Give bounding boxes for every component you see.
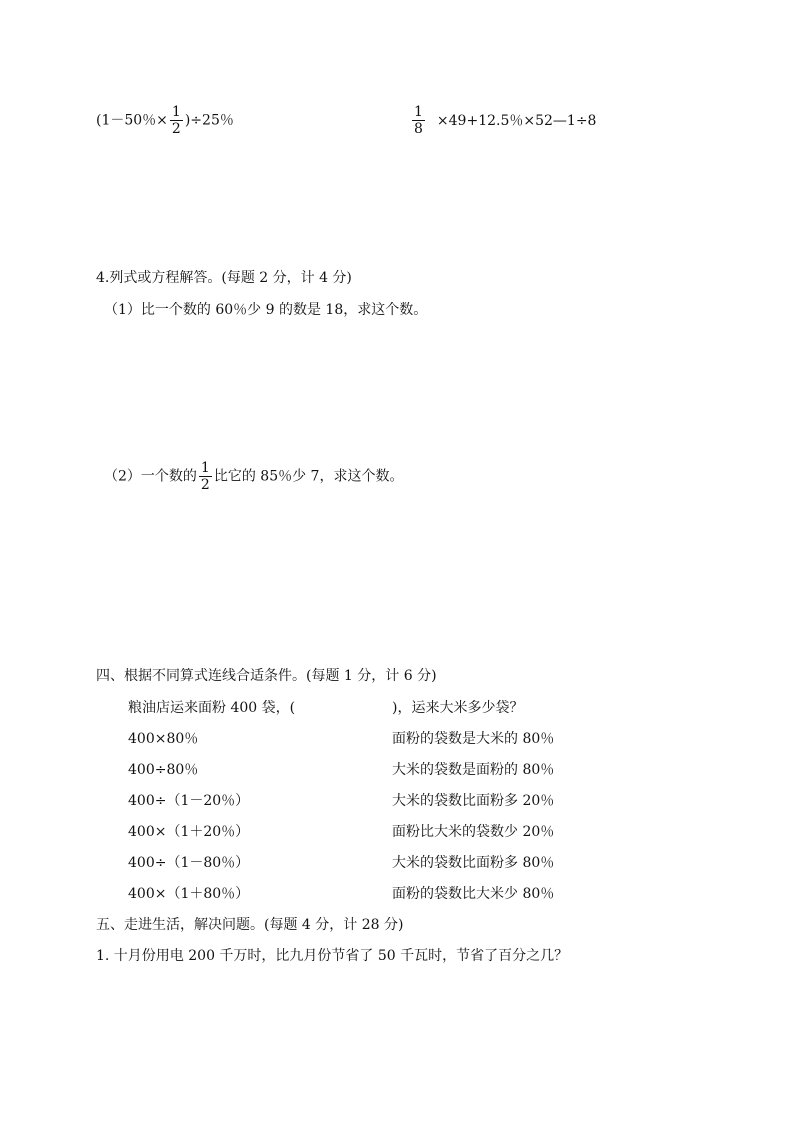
question-2-part-b: 比它的 85％少 7，求这个数。: [213, 468, 404, 485]
expression-1-part-a: (1－50％×: [96, 112, 168, 129]
section-v-heading: 五、走进生活，解决问题。(每题 4 分，计 28 分): [96, 917, 404, 933]
fraction-one-half: $\frac{1}{2}$: [171, 104, 181, 137]
expression-1: [96, 104, 234, 137]
expression-2: [410, 104, 596, 137]
matching-prompt-start: 粮油店运来面粉 400 袋，(: [128, 700, 296, 716]
formula-item: 400÷（1－20％）: [128, 793, 250, 809]
condition-item: 面粉的袋数比大米少 80％: [392, 886, 555, 902]
formula-item: 400×（1＋80％）: [128, 886, 250, 902]
condition-item: 面粉的袋数是大米的 80％: [392, 731, 555, 747]
expression-1-part-b: )÷25％: [184, 112, 234, 129]
section-iv-heading: 四、根据不同算式连线合适条件。(每题 1 分，计 6 分): [96, 668, 437, 684]
section-4-heading: 4.列式或方程解答。(每题 2 分，计 4 分): [96, 270, 352, 286]
formula-item: 400÷80％: [128, 762, 199, 778]
matching-prompt-end: )，运来大米多少袋？: [392, 700, 524, 716]
question-2-part-a: （2）一个数的: [104, 468, 197, 485]
fraction-one-eighth: $\frac{1}{8}$: [414, 104, 423, 137]
section-v-question-1: 1. 十月份用电 200 千万时，比九月份节省了 50 千瓦时，节省了百分之几？: [96, 948, 569, 964]
formula-item: 400×（1＋20％）: [128, 824, 250, 840]
section-4-question-2: [104, 460, 403, 493]
formula-item: 400×80％: [128, 731, 199, 747]
condition-item: 面粉比大米的袋数少 20％: [392, 824, 555, 840]
fraction-one-half: $\frac{1}{2}$: [200, 460, 210, 493]
condition-item: 大米的袋数比面粉多 80％: [392, 855, 555, 871]
formula-item: 400÷（1－80％）: [128, 855, 250, 871]
condition-item: 大米的袋数比面粉多 20％: [392, 793, 555, 809]
expression-2-part-b: ×49+12.5％×52—1÷8: [436, 112, 597, 129]
condition-item: 大米的袋数是面粉的 80％: [392, 762, 555, 778]
section-4-question-1: （1）比一个数的 60％少 9 的数是 18，求这个数。: [104, 302, 428, 318]
